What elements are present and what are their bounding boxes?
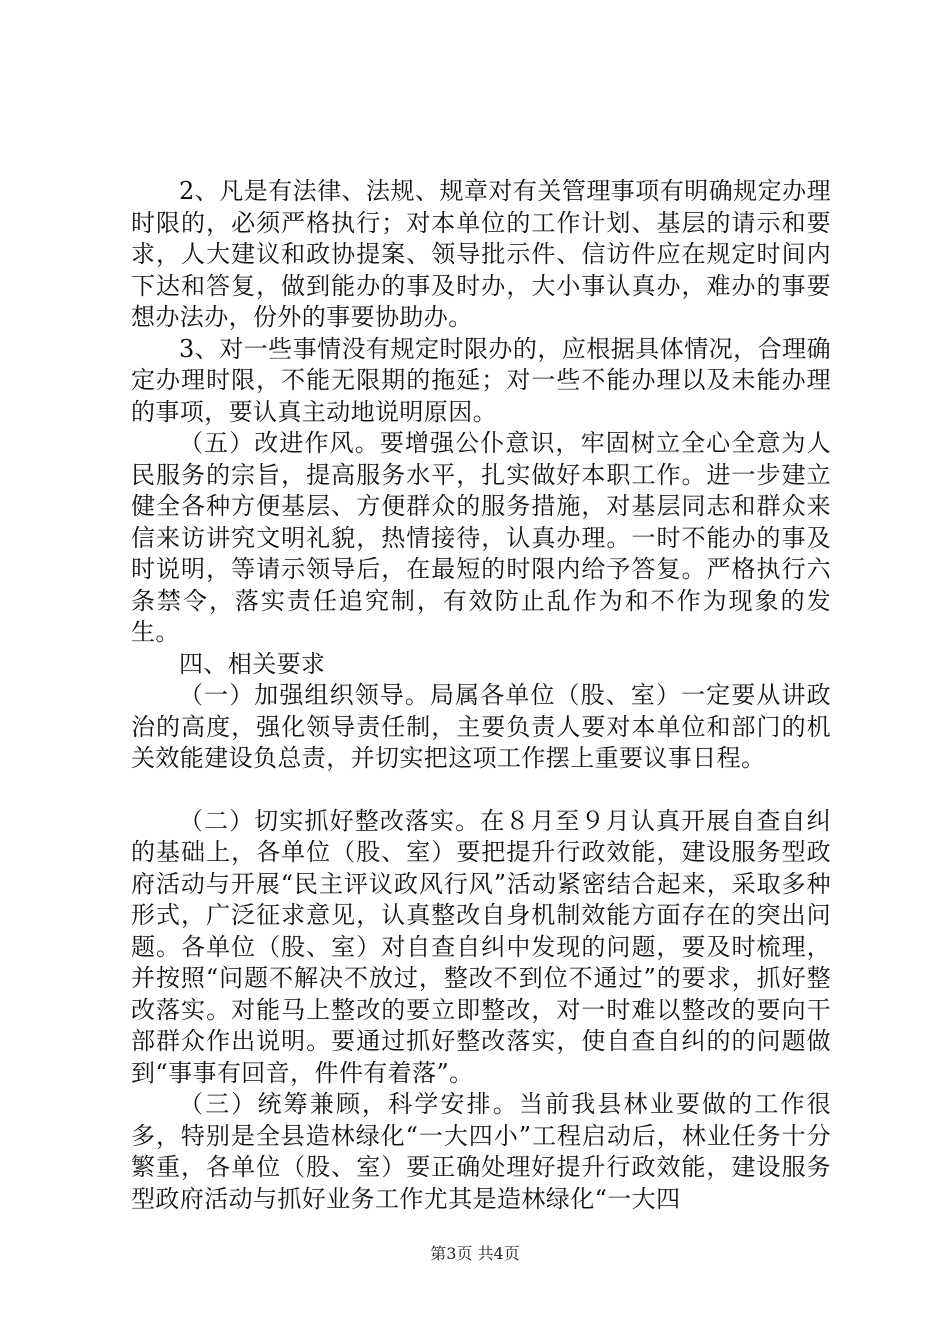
section-heading-requirements: 四、相关要求 bbox=[179, 649, 326, 678]
page-footer: 第3页 共4页 bbox=[430, 1244, 520, 1263]
paragraph-overall-planning: （三）统筹兼顾，科学安排。当前我县林业要做的工作很多，特别是全县造林绿化“一大四小”工程启动后，林业任务十分繁重，各单位（股、室）要正确处理好提升行政效能，建设服务型政府活动与抓好业务工作尤其是造林绿化“一大四 bbox=[131, 1090, 831, 1213]
paragraph-improve-style: （五）改进作风。要增强公仆意识，牢固树立全心全意为人民服务的宗旨，提高服务水平，扎实做好本职工作。进一步建立健全各种方便基层、方便群众的服务措施，对基层同志和群众来信来访讲究文明礼貌，热情接待，认真办理。一时不能办的事及时说明，等请示领导后，在最短的时限内给予答复。严格执行六条禁令，落实责任追究制，有效防止乱作为和不作为现象的发生。 bbox=[131, 429, 831, 646]
paragraph-item-3: 3、对一些事情没有规定时限办的，应根据具体情况，合理确定办理时限，不能无限期的拖延；对一些不能办理以及未能办理的事项，要认真主动地说明原因。 bbox=[131, 334, 831, 426]
paragraph-item-2: 2、凡是有法律、法规、规章对有关管理事项有明确规定办理时限的，必须严格执行；对本单位的工作计划、基层的请示和要求，人大建议和政协提案、领导批示件、信访件应在规定时间内下达和答复，做到能办的事及时办，大小事认真办，难办的事要想办法办，份外的事要协助办。 bbox=[131, 177, 831, 331]
paragraph-rectification: （二）切实抓好整改落实。在８月至９月认真开展自查自纠的基础上，各单位（股、室）要把提升行政效能，建设服务型政府活动与开展“民主评议政风行风”活动紧密结合起来，采取多种形式，广泛征求意见，认真整改自身机制效能方面存在的突出问题。各单位（股、室）对自查自纠中发现的问题，要及时梳理，并按照“问题不解决不放过，整改不到位不通过”的要求，抓好整改落实。对能马上整改的要立即整改，对一时难以整改的要向干部群众作出说明。要通过抓好整改落实，使自查自纠的的问题做到“事事有回音，件件有着落”。 bbox=[131, 806, 831, 1087]
paragraph-strengthen-leadership: （一）加强组织领导。局属各单位（股、室）一定要从讲政治的高度，强化领导责任制，主要负责人要对本单位和部门的机关效能建设负总责，并切实把这项工作摆上重要议事日程。 bbox=[131, 681, 831, 772]
document-body bbox=[131, 176, 831, 1215]
